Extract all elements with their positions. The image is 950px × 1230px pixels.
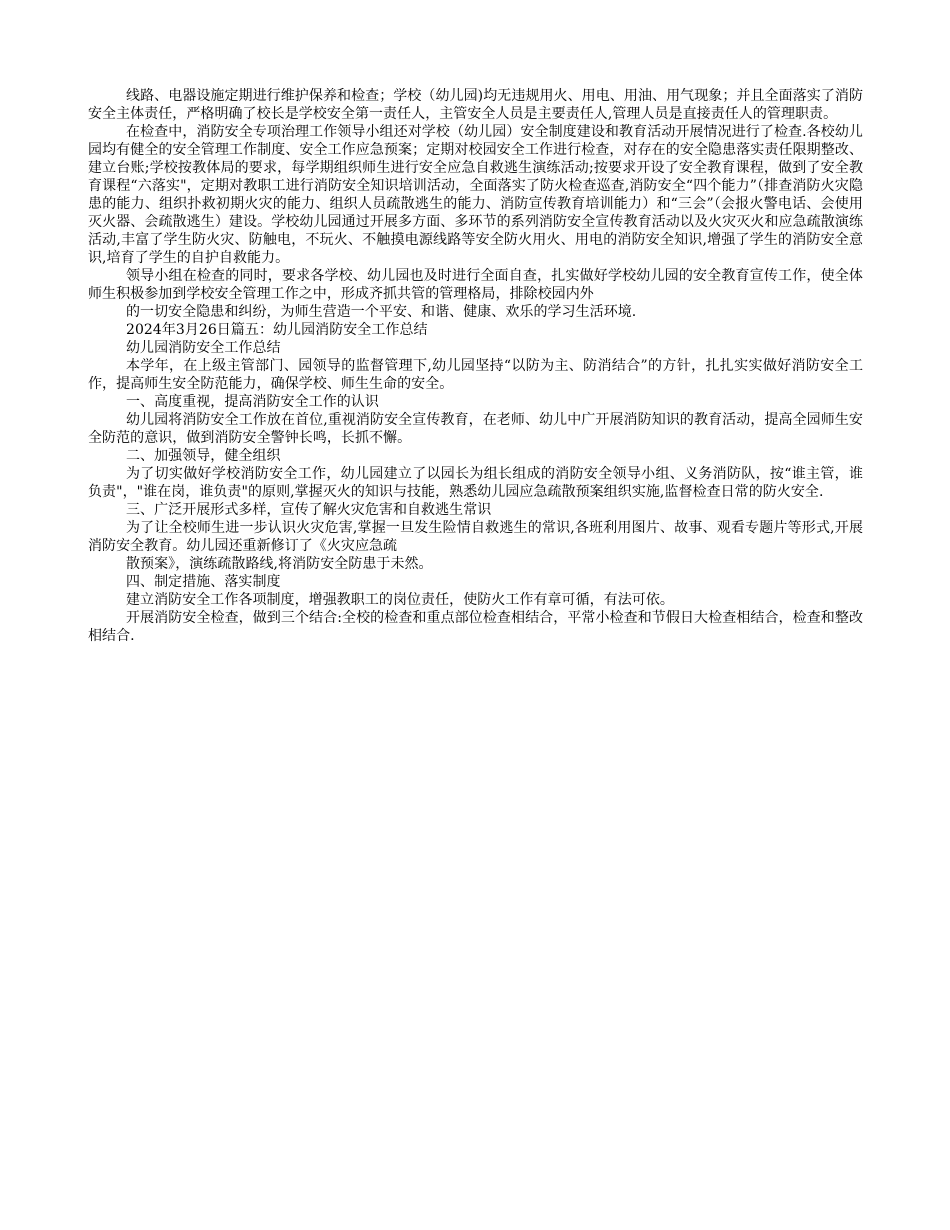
paragraph-evacuation: 散预案》，演练疏散路线,将消防安全防患于未然。 [126,556,433,572]
heading-2: 二、加强领导，健全组织 [126,448,281,464]
heading-1: 一、高度重视，提高消防安全工作的认识 [126,394,379,410]
paragraph-environment: 的一切安全隐患和纠纷，为师生营造一个平安、和谐、健康、欢乐的学习生活环境. [126,304,637,320]
heading-3: 三、广泛开展形式多样，宣传了解火灾危害和自救逃生常识 [126,502,492,518]
heading-4: 四、制定措施、落实制度 [126,574,281,590]
paragraph-self-check: 领导小组在检查的同时，要求各学校、幼儿园也及时进行全面自查，扎实做好学校幼儿园的安全教育宣传工作，使全体师生积极参加到学校安全管理工作之中，形成齐抓共管的管理格局，排除校园内外 [88,268,863,302]
paragraph-organization: 为了切实做好学校消防安全工作，幼儿园建立了以园长为组长组成的消防安全领导小组、义务消防队，按“谁主管，谁负责"，"谁在岗，谁负责"的原则,掌握灭火的知识与技能，熟悉幼儿园应急疏散预案组织实施,监督检查日常的防火安全. [88,466,863,500]
paragraph-education: 为了让全校师生进一步认识火灾危害,掌握一旦发生险情自救逃生的常识,各班利用图片、故事、观看专题片等形式,开展消防安全教育。幼儿园还重新修订了《火灾应急疏 [88,520,863,554]
paragraph-date-heading: 2024年3月26日篇五：幼儿园消防安全工作总结 [126,322,428,338]
paragraph-priority: 幼儿园将消防安全工作放在首位,重视消防安全宣传教育，在老师、幼儿中广开展消防知识的教育活动，提高全园师生安全防范的意识，做到消防安全警钟长鸣，长抓不懈。 [88,412,863,446]
paragraph-rules: 建立消防安全工作各项制度，增强教职工的岗位责任，使防火工作有章可循，有法可依。 [126,592,674,608]
paragraph-inspection: 在检查中，消防安全专项治理工作领导小组还对学校（幼儿园）安全制度建设和教育活动开展情况进行了检查.各校幼儿园均有健全的安全管理工作制度、安全工作应急预案；定期对校园安全工作进行检查，对存在的安全隐患落实责任限期整改、建立台账;学校按教体局的要求，每学期组织师生进行安全应急自救逃生演练活动;按要求开设了安全教育课程，做到了安全教育课程“六落实"，定期对教职工进行消防安全知识培训活动，全面落实了防火检查巡查,消防安全“四个能力”（排查消防火灾隐患的能力、组织扑救初期火灾的能力、组织人员疏散逃生的能力、消防宣传教育培训能力）和“三会”（会报火警电话、会使用灭火器、会疏散逃生）建设。学校幼儿园通过开展多方面、多环节的系列消防安全宣传教育活动以及火灾灭火和应急疏散演练活动,丰富了学生防火灾、防触电，不玩火、不触摸电源线路等安全防火用火、用电的消防安全知识,增强了学生的消防安全意识,培育了学生的自护自救能力。 [88,124,863,266]
paragraph-safety-check: 开展消防安全检查，做到三个结合:全校的检查和重点部位检查相结合，平常小检查和节假日大检查相结合，检查和整改相结合. [88,610,863,644]
document-body [88,87,863,645]
paragraph-intro: 本学年，在上级主管部门、园领导的监督管理下,幼儿园坚持“以防为主、防消结合”的方针，扎扎实实做好消防安全工作，提高师生安全防范能力，确保学校、师生生命的安全。 [88,358,863,392]
section-title: 幼儿园消防安全工作总结 [126,340,281,356]
paragraph-fire-facilities: 线路、电器设施定期进行维护保养和检查；学校（幼儿园)均无违规用火、用电、用油、用气现象；并且全面落实了消防安全主体责任，严格明确了校长是学校安全第一责任人，主管安全人员是主要责任人,管理人员是直接责任人的管理职责。 [88,88,863,122]
